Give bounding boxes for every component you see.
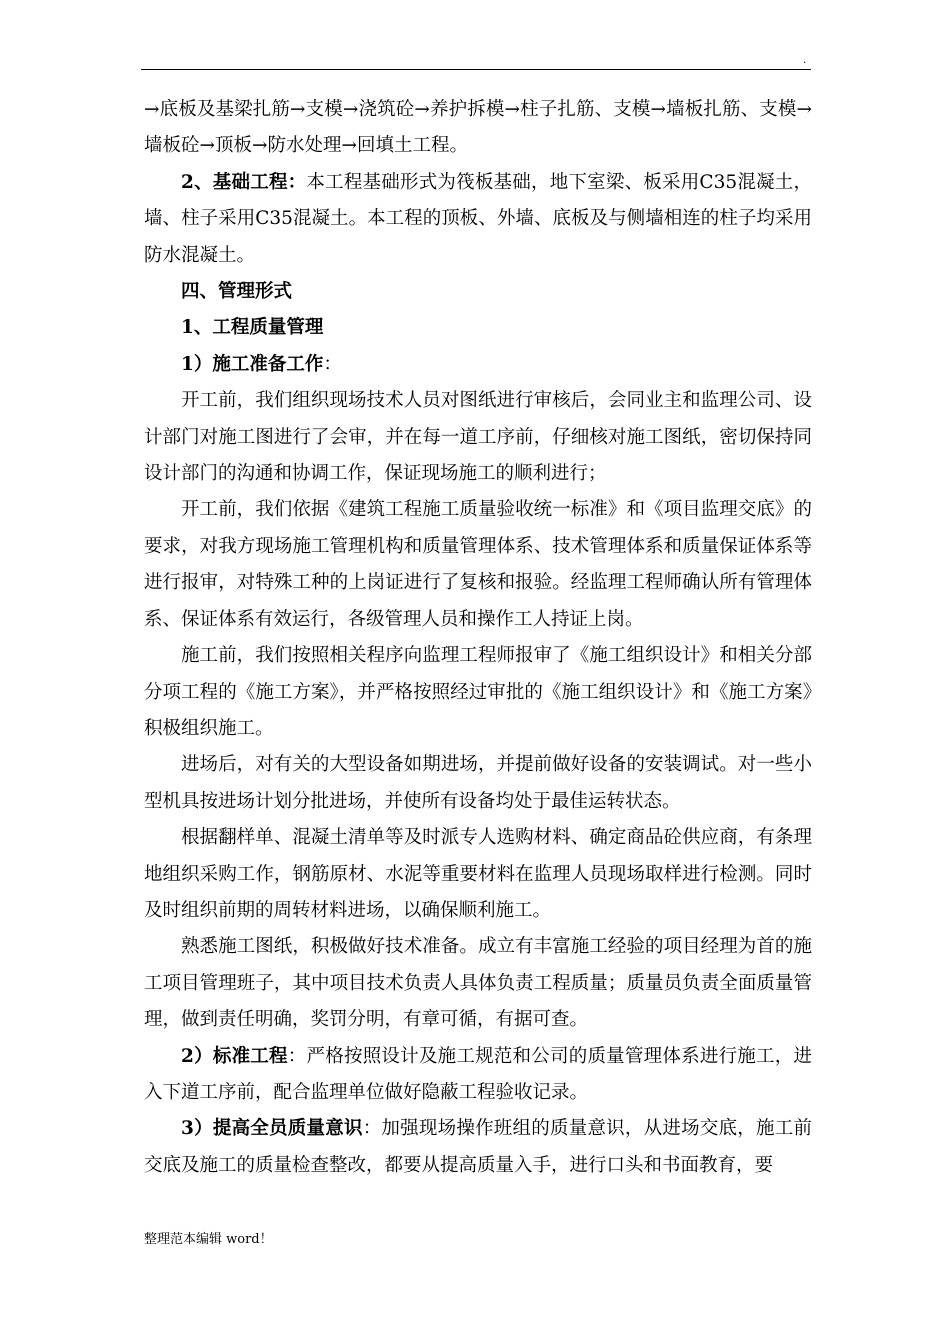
heading-preparation: 1）施工准备工作 (181, 353, 324, 375)
paragraph-standard-text: ：严格按照设计及施工规范和公司的质量管理体系进行施工，进入下道工序前，配合监理单位做好隐蔽工程验收记录。 (144, 1045, 812, 1103)
subheading-preparation: 1）施工准备工作： (181, 353, 342, 375)
paragraph-foundation-text: 本工程基础形式为筏板基础，地下室梁、板采用C35混凝土，墙、柱子采用C35混凝土。本工程的顶板、外墙、底板及与侧墙相连的柱子均采用防水混凝土。 (144, 171, 812, 266)
heading-awareness: 3）提高全员质量意识 (181, 1118, 363, 1140)
heading-standard: 2）标准工程 (181, 1045, 288, 1067)
paragraph-preparation-6: 熟悉施工图纸，积极做好技术准备。成立有丰富施工经验的项目经理为首的施工项目管理班子，其中项目技术负责人具体负责工程质量；质量员负责全面质量管理，做到责任明确，奖罚分明，有章可循，有据可查。 (144, 936, 812, 1031)
paragraph-foundation (144, 165, 812, 274)
paragraph-preparation-1: 开工前，我们组织现场技术人员对图纸进行审核后，会同业主和监理公司、设计部门对施工图进行了会审，并在每一道工序前，仔细核对施工图纸，密切保持同设计部门的沟通和协调工作，保证现场施工的顺利进行； (144, 390, 812, 485)
paragraph-standard (144, 1039, 812, 1112)
section-heading-management: 四、管理形式 (181, 281, 293, 303)
paragraph-awareness-text: ：加强现场操作班组的质量意识，从进场交底，施工前交底及施工的质量检查整改，都要从提高质量入手，进行口头和书面教育，要 (144, 1118, 812, 1176)
paragraph-construction-flow: →底板及基梁扎筋→支模→浇筑砼→养护拆模→柱子扎筋、支模→墙板扎筋、支模→墙板砼→顶板→防水处理→回填土工程。 (144, 99, 812, 157)
paragraph-preparation-5: 根据翻样单、混凝土清单等及时派专人选购材料、确定商品砼供应商，有条理地组织采购工作，钢筋原材、水泥等重要材料在监理人员现场取样进行检测。同时及时组织前期的周转材料进场，以确保顺利施工。 (144, 827, 812, 921)
footer-text: 整理范本编辑 word！ (144, 1232, 273, 1247)
document-body (144, 92, 812, 1184)
paragraph-preparation-3: 施工前，我们按照相关程序向监理工程师报审了《施工组织设计》和相关分部分项工程的《施工方案》，并严格按照经过审批的《施工组织设计》和《施工方案》积极组织施工。 (144, 645, 812, 739)
paragraph-preparation-2: 开工前，我们依据《建筑工程施工质量验收统一标准》和《项目监理交底》的要求，对我方现场施工管理机构和质量管理体系、技术管理体系和质量保证体系等进行报审，对特殊工种的上岗证进行了复核和报验。经监理工程师确认所有管理体系、保证体系有效运行，各级管理人员和操作工人持证上岗。 (144, 499, 812, 630)
header-rule (141, 69, 811, 70)
paragraph-preparation-4: 进场后，对有关的大型设备如期进场，并提前做好设备的安装调试。对一些小型机具按进场计划分批进场，并使所有设备均处于最佳运转状态。 (144, 754, 812, 812)
header-mark: . (803, 55, 807, 66)
subsection-heading-quality: 1、工程质量管理 (181, 317, 324, 339)
paragraph-awareness (144, 1111, 812, 1184)
heading-foundation: 2、基础工程： (181, 171, 307, 193)
